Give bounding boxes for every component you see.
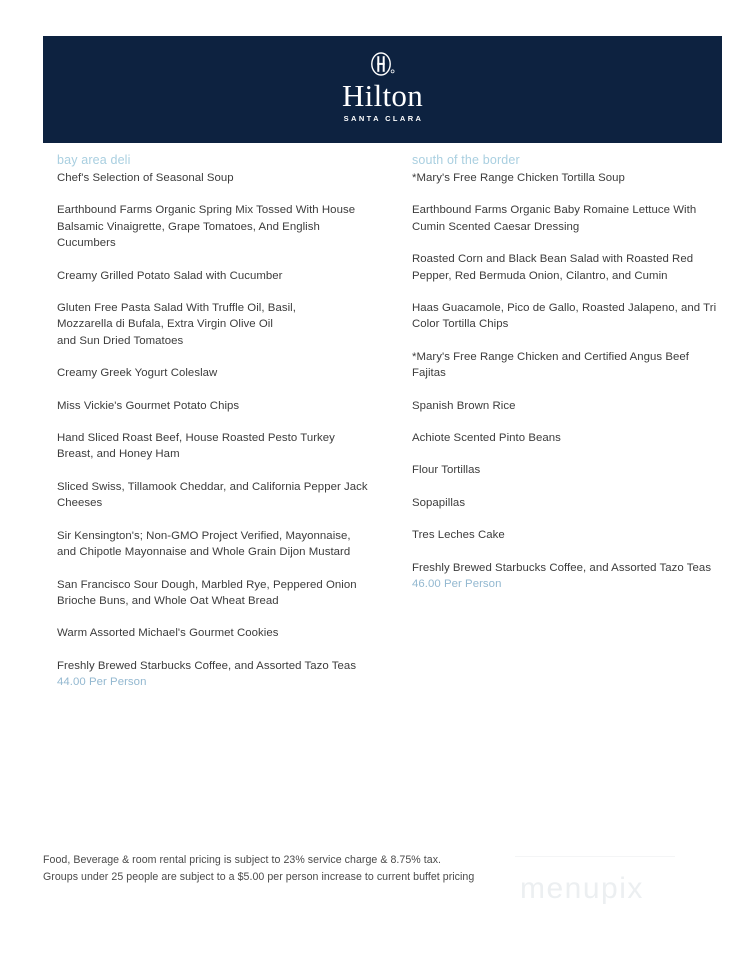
- menu-item-line: Earthbound Farms Organic Baby Romaine Lettuce With: [412, 204, 697, 217]
- menu-item-line: *Mary's Free Range Chicken and Certified Angus Beef: [412, 350, 689, 363]
- menu-item: [57, 300, 387, 349]
- menu-item: [412, 251, 722, 284]
- menu-item-line: Creamy Greek Yogurt Coleslaw: [57, 367, 218, 380]
- section-title-south-of-the-border: south of the border: [412, 153, 520, 167]
- menu-item: [412, 202, 722, 235]
- hilton-brand-wordmark: Hilton: [341, 78, 423, 113]
- menu-item-line: Balsamic Vinaigrette, Grape Tomatoes, And English: [57, 220, 320, 233]
- pricing-disclaimer: [43, 852, 523, 886]
- menu-item-line: Spanish Brown Rice: [412, 399, 516, 412]
- menu-item: [57, 577, 387, 610]
- disclaimer-line: Food, Beverage & room rental pricing is subject to 23% service charge & 8.75% tax.: [43, 854, 442, 866]
- menu-item-price: 44.00 Per Person: [57, 676, 147, 689]
- menu-item-line: Fajitas: [412, 367, 446, 380]
- menu-item: [412, 430, 722, 446]
- menu-item-line: Freshly Brewed Starbucks Coffee, and Assorted Tazo Teas: [412, 561, 712, 574]
- menu-item-line: Cheeses: [57, 497, 103, 510]
- menu-item-line: *Mary's Free Range Chicken Tortilla Soup: [412, 172, 625, 184]
- menu-item-line: San Francisco Sour Dough, Marbled Rye, Peppered Onion: [57, 578, 357, 591]
- menu-item-line: Haas Guacamole, Pico de Gallo, Roasted Jalapeno, and Tri: [412, 302, 717, 315]
- menu-column-south-of-the-border: [412, 152, 722, 593]
- menu-item: [412, 398, 722, 414]
- menu-item-line: Miss Vickie's Gourmet Potato Chips: [57, 399, 240, 412]
- menu-item-line: Creamy Grilled Potato Salad with Cucumber: [57, 269, 283, 282]
- menu-item-line: Gluten Free Pasta Salad With Truffle Oil, Basil,: [57, 302, 296, 315]
- menu-item-line: Cumin Scented Caesar Dressing: [412, 220, 580, 233]
- menu-item: [412, 349, 722, 382]
- menu-item: [57, 202, 387, 251]
- menu-item-line: Freshly Brewed Starbucks Coffee, and Assorted Tazo Teas: [57, 659, 357, 672]
- menu-item-line: Sir Kensington's; Non-GMO Project Verified, Mayonnaise,: [57, 529, 351, 542]
- menu-item: [57, 625, 387, 641]
- menu-item-line: Mozzarella di Bufala, Extra Virgin Olive Oil: [57, 318, 273, 331]
- menu-item-line: Cucumbers: [57, 237, 116, 250]
- menu-item: [57, 658, 387, 691]
- menu-item: [57, 170, 387, 186]
- menu-item: [412, 170, 722, 186]
- section-title-bay-area-deli: bay area deli: [57, 153, 131, 167]
- menu-item: [412, 527, 722, 543]
- menu-item-list-right: [412, 170, 722, 593]
- watermark-divider: [515, 856, 675, 857]
- menu-item-line: Breast, and Honey Ham: [57, 448, 180, 461]
- menu-item: [57, 528, 387, 561]
- menu-item-line: Roasted Corn and Black Bean Salad with Roasted Red: [412, 253, 694, 266]
- menu-item-line: Chef's Selection of Seasonal Soup: [57, 172, 234, 184]
- menu-item: [57, 479, 387, 512]
- menu-item: [412, 495, 722, 511]
- menu-item-line: Achiote Scented Pinto Beans: [412, 432, 561, 445]
- menu-item-line: Sopapillas: [412, 496, 466, 509]
- menu-item: [412, 560, 722, 593]
- hilton-h-emblem-icon: [367, 52, 397, 78]
- menu-item: [57, 430, 387, 463]
- disclaimer-line: Groups under 25 people are subject to a $5.00 per person increase to current buffet pricing: [43, 871, 475, 883]
- menu-item-line: Sliced Swiss, Tillamook Cheddar, and California Pepper Jack: [57, 480, 368, 493]
- menu-item-line: Brioche Buns, and Whole Oat Wheat Bread: [57, 594, 279, 607]
- menu-item-list-left: [57, 170, 387, 691]
- menu-item-line: Flour Tortillas: [412, 464, 481, 477]
- menu-column-bay-area-deli: [57, 152, 387, 691]
- menu-item-line: Earthbound Farms Organic Spring Mix Tossed With House: [57, 204, 356, 217]
- menu-item-price: 46.00 Per Person: [412, 578, 502, 591]
- menu-item: [412, 300, 722, 333]
- menu-item-line: Warm Assorted Michael's Gourmet Cookies: [57, 627, 279, 640]
- menu-item-line: Tres Leches Cake: [412, 529, 505, 542]
- menu-item-line: and Sun Dried Tomatoes: [57, 334, 184, 347]
- menu-item: [57, 268, 387, 284]
- menu-item: [412, 462, 722, 478]
- hilton-location-label: SANTA CLARA: [343, 114, 424, 123]
- menu-item-line: Pepper, Red Bermuda Onion, Cilantro, and Cumin: [412, 269, 668, 282]
- hotel-header-banner: [43, 36, 722, 143]
- menu-item-line: Color Tortilla Chips: [412, 318, 509, 331]
- menu-item-line: Hand Sliced Roast Beef, House Roasted Pesto Turkey: [57, 432, 335, 445]
- menu-item-line: and Chipotle Mayonnaise and Whole Grain Dijon Mustard: [57, 546, 351, 559]
- menu-item: [57, 398, 387, 414]
- menu-item: [57, 365, 387, 381]
- menupix-watermark: menupix: [520, 872, 644, 905]
- hilton-logo: [342, 52, 424, 125]
